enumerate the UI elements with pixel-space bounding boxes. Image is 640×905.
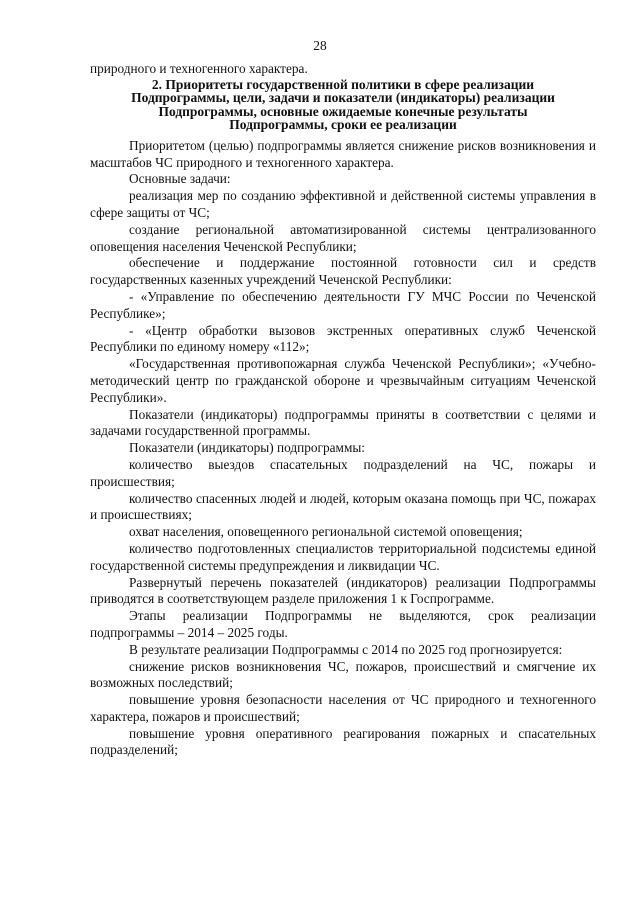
paragraph: количество выездов спасательных подразделений на ЧС, пожары и происшествия; <box>90 456 596 489</box>
paragraph: - «Центр обработки вызовов экстренных оперативных служб Чеченской Республики по единому номеру «112»; <box>90 322 596 355</box>
paragraph: - «Управление по обеспечению деятельности ГУ МЧС России по Чеченской Республике»; <box>90 288 596 321</box>
paragraph-list <box>90 138 596 759</box>
paragraph: Показатели (индикаторы) подпрограммы: <box>129 440 366 456</box>
heading-line: Подпрограммы, основные ожидаемые конечные результаты <box>158 103 528 119</box>
paragraph: количество подготовленных специалистов территориальной подсистемы единой государственной системы предупреждения и ликвидации ЧС. <box>90 540 596 573</box>
paragraph: Этапы реализации Подпрограммы не выделяются, срок реализации подпрограммы – 2014 – 2025 годы. <box>90 608 596 640</box>
paragraph: обеспечение и поддержание постоянной готовности сил и средств государственных казенных учреждений Чеченской Республики: <box>90 255 596 288</box>
paragraph: В результате реализации Подпрограммы с 2014 по 2025 год прогнозируется: <box>129 641 563 657</box>
paragraph: Развернутый перечень показателей (индикаторов) реализации Подпрограммы приводятся в соответствующем разделе приложения 1 к Госпрограмме. <box>90 574 596 607</box>
paragraph: Приоритетом (целью) подпрограммы является снижение рисков возникновения и масштабов ЧС природного и техногенного характера. <box>90 137 596 170</box>
paragraph: Показатели (индикаторы) подпрограммы приняты в соответствии с целями и задачами государственной программы. <box>90 406 596 439</box>
heading-line: 2. Приоритеты государственной политики в сфере реализации <box>151 76 535 92</box>
paragraph: снижение рисков возникновения ЧС, пожаров, происшествий и смягчение их возможных последствий; <box>90 658 596 691</box>
paragraph: «Государственная противопожарная служба Чеченской Республики»; «Учебно-методический центр по гражданской обороне и чрезвычайным ситуациям Чеченской Республики». <box>90 356 596 405</box>
section-heading <box>90 78 596 132</box>
page-number: 28 <box>313 38 327 53</box>
lead-line: природного и техногенного характера. <box>90 61 308 76</box>
document-body <box>90 61 596 759</box>
paragraph: повышение уровня оперативного реагирования пожарных и спасательных подразделений; <box>90 725 596 758</box>
paragraph: количество спасенных людей и людей, которым оказана помощь при ЧС, пожарах и происшествиях; <box>90 490 596 523</box>
paragraph: охват населения, оповещенного региональной системой оповещения; <box>129 524 523 540</box>
paragraph: повышение уровня безопасности населения от ЧС природного и техногенного характера, пожаров и происшествий; <box>90 692 596 724</box>
heading-line: Подпрограммы, сроки ее реализации <box>229 117 457 133</box>
paragraph: Основные задачи: <box>129 171 231 187</box>
heading-line: Подпрограммы, цели, задачи и показатели (индикаторы) реализации <box>131 90 555 106</box>
paragraph: реализация мер по созданию эффективной и действенной системы управления в сфере защиты от ЧС; <box>90 188 596 220</box>
paragraph: создание региональной автоматизированной системы централизованного оповещения населения Чеченской Республики; <box>90 221 596 254</box>
